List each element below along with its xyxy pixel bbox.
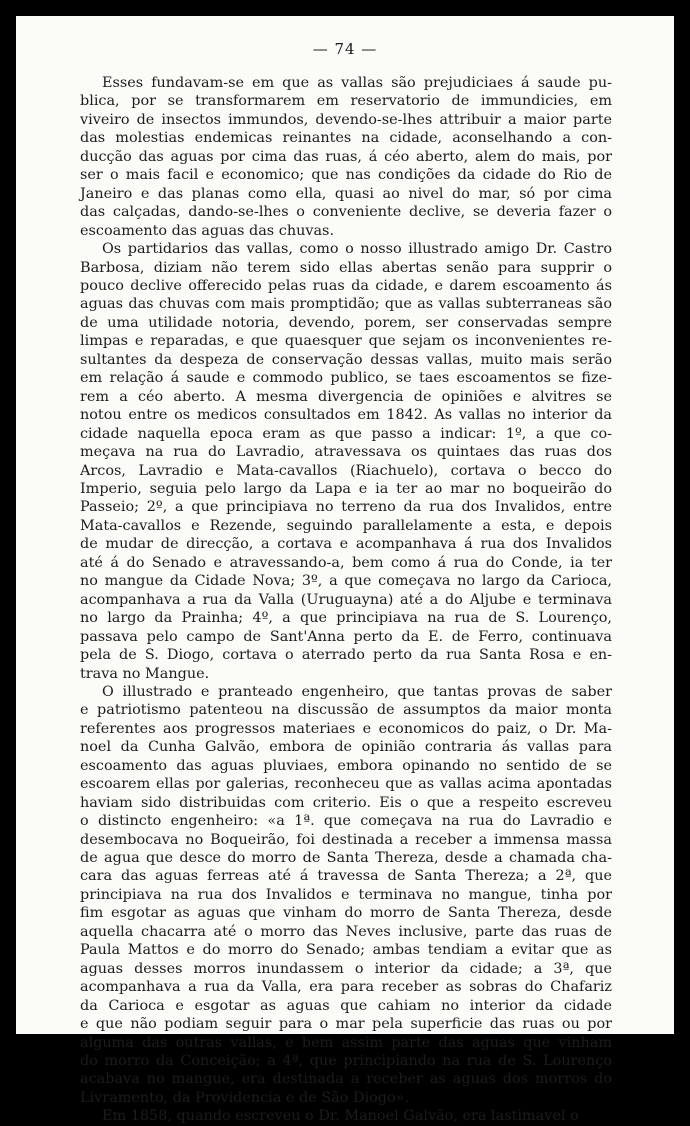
text-line: O illustrado e pranteado engenheiro, que tantas provas de saber (102, 683, 612, 700)
text-line: e que não podiam seguir para o mar pela superficie das ruas ou por (80, 1016, 612, 1033)
body-text (80, 74, 612, 1126)
text-line: no mangue da Cidade Nova; 3º, a que começava no largo da Carioca, (80, 573, 612, 590)
text-line: no largo da Prainha; 4º, a que principiava na rua de S. Lourenço, (80, 610, 612, 627)
text-line: do morro da Conceição; a 4ª, que principiando na rua de S. Lourenço (80, 1053, 612, 1070)
text-line: escoarem ellas por galerias, reconheceu que as vallas acima apontadas (80, 776, 612, 793)
text-line: cidade naquella epoca eram as que passo a indicar: 1º, a que co- (80, 425, 612, 442)
text-line: rem a céo aberto. A mesma divergencia de opiniões e alvitres se (80, 388, 612, 405)
text-line: Esses fundavam-se em que as vallas são prejudiciaes á saude pu- (102, 75, 612, 91)
text-line: de agua que desce do morro de Santa Thereza, desde a chamada cha- (80, 850, 612, 867)
text-line: de mudar de direcção, a cortava e acompanhava á rua dos Invalidos (80, 536, 612, 553)
paragraph (80, 683, 612, 1107)
text-line: noel da Cunha Galvão, embora de opinião contraria ás vallas para (80, 739, 612, 756)
text-line: escoamento das aguas pluviaes, embora opinando no sentido de se (80, 757, 612, 774)
text-line: acompanhava a rua da Valla (Uruguayna) até a do Aljube e terminava (80, 591, 612, 608)
text-line: acabava no mangue, era destinada a receber as aguas dos morros do (80, 1071, 612, 1088)
text-line: acompanhava a rua da Valla, era para receber as sobras do Chafariz (80, 979, 612, 996)
text-line: em relação á saude e commodo publico, se taes escoamentos se fize- (80, 370, 612, 387)
text-line: o distincto engenheiro: «a 1ª. que começava na rua do Lavradio e (80, 813, 612, 830)
text-line: referentes aos progressos materiaes e economicos do paiz, o Dr. Ma- (80, 720, 612, 737)
paragraph (80, 240, 612, 683)
paragraph (80, 74, 612, 240)
text-line: sultantes da despeza de conservação dessas vallas, muito mais serão (80, 351, 612, 368)
text-line: e patriotismo patenteou na discussão de assumptos da maior monta (80, 702, 612, 719)
text-line: ducção das aguas por cima das ruas, á céo aberto, alem do mais, por (80, 148, 612, 165)
text-line: Arcos, Lavradio e Mata-cavallos (Riachuelo), cortava o becco do (80, 462, 612, 479)
text-line: ser o mais facil e economico; que nas condições da cidade do Rio de (80, 167, 612, 184)
text-line: principiava na rua dos Invalidos e terminava no mangue, tinha por (80, 886, 612, 903)
text-line: fim esgotar as aguas que vinham do morro de Santa Thereza, desde (80, 905, 612, 922)
text-line: notou entre os medicos consultados em 1842. As vallas no interior da (80, 407, 612, 424)
text-line: Em 1858, quando escreveu o Dr. Manoel Galvão, era lastimavel o (102, 1108, 579, 1125)
text-line: desembocava no Boqueirão, foi destinada a receber a immensa massa (80, 831, 612, 848)
text-line: aguas das chuvas com mais promptidão; que as vallas subterraneas são (80, 296, 612, 313)
book-page (16, 16, 674, 1125)
text-line: haviam sido distribuidas com criterio. Eis o que a respeito escreveu (80, 794, 612, 811)
text-line: Imperio, seguia pelo largo da Lapa e ia ter ao mar no boqueirão do (80, 480, 612, 497)
text-line: pouco declive offerecido pelas ruas da cidade, e darem escoamento ás (80, 277, 612, 294)
text-line: da Carioca e esgotar as aguas que cahiam no interior da cidade (80, 997, 612, 1014)
text-line: escoamento das aguas das chuvas. (80, 222, 335, 239)
text-line: das calçadas, dando-se-lhes o conveniente declive, se deveria fazer o (80, 204, 612, 221)
text-line: alguma das outras vallas, e bem assim parte das aguas que vinham (80, 1034, 612, 1051)
text-line: de uma utilidade notoria, devendo, porem, ser conservadas sempre (80, 314, 612, 331)
text-line: meçava na rua do Lavradio, atravessava os quintaes das ruas dos (80, 444, 612, 461)
text-line: passava pelo campo de Sant'Anna perto da E. de Ferro, continuava (80, 628, 612, 645)
text-line: das molestias endemicas reinantes na cidade, aconselhando a con- (80, 130, 612, 147)
text-line: Passeio; 2º, a que principiava no terreno da rua dos Invalidos, entre (80, 499, 612, 516)
text-line: Paula Mattos e do morro do Senado; ambas tendiam a evitar que as (80, 942, 612, 959)
text-line: pela de S. Diogo, cortava o aterrado perto da rua Santa Rosa e en- (80, 647, 612, 664)
text-line: aquella chacarra até o morro das Neves inclusive, parte das ruas de (80, 923, 612, 940)
text-line: Livramento, da Providencia e de São Diogo». (80, 1089, 410, 1106)
page-number: — 74 — (312, 40, 378, 58)
text-line: trava no Mangue. (80, 665, 210, 682)
text-line: viveiro de insectos immundos, devendo-se-lhes attribuir a maior parte (80, 111, 612, 128)
text-line: Os partidarios das vallas, como o nosso illustrado amigo Dr. Castro (102, 241, 612, 258)
text-line: até á do Senado e atravessando-a, bem como á rua do Conde, ia ter (80, 554, 612, 571)
text-line: Janeiro e das planas como ella, quasi ao nivel do mar, só por cima (80, 185, 612, 202)
text-line: Barbosa, diziam não terem sido ellas abertas senão para supprir o (80, 259, 612, 276)
text-line: Mata-cavallos e Rezende, seguindo parallelamente a esta, e depois (80, 517, 612, 534)
text-line: limpas e reparadas, e que quaesquer que sejam os inconvenientes re- (80, 333, 612, 350)
text-line: cara das aguas ferreas até á travessa de Santa Thereza; a 2ª, que (80, 868, 612, 885)
paragraph (80, 1107, 612, 1125)
text-line: aguas desses morros inundassem o interior da cidade; a 3ª, que (80, 960, 612, 977)
text-line: blica, por se transformarem em reservatorio de immundicies, em (80, 93, 612, 110)
